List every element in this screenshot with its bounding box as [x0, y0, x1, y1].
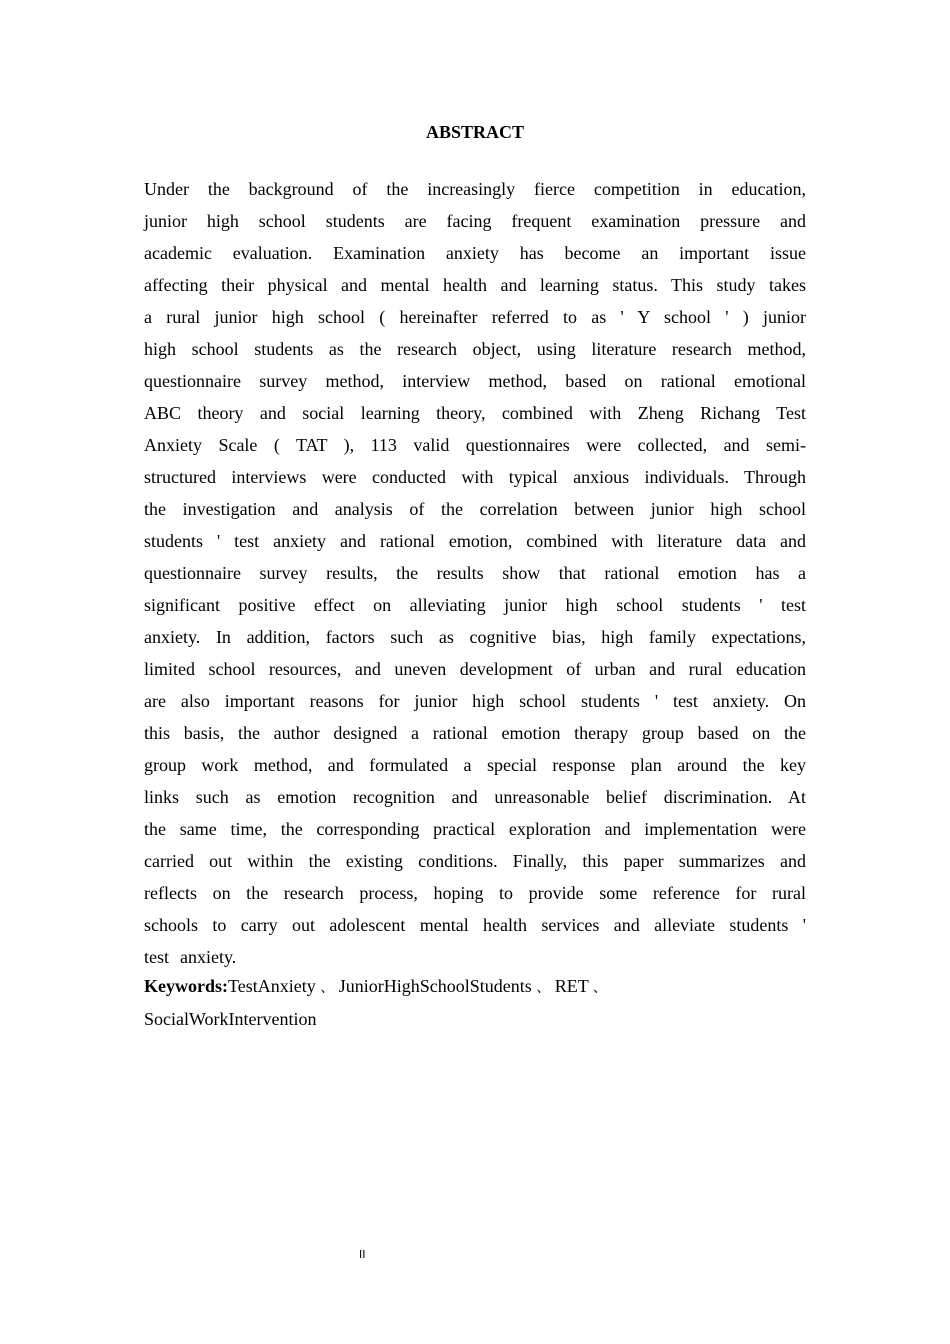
abstract-line: a rural junior high school ( hereinafter referred to as ' Y school ' ) junior — [144, 307, 806, 327]
abstract-line: significant positive effect on alleviating junior high school students ' test — [144, 595, 806, 615]
keywords-line — [144, 971, 806, 1004]
abstract-line: affecting their physical and mental health and learning status. This study takes — [144, 275, 806, 295]
abstract-line: test anxiety. — [144, 947, 237, 967]
abstract-line: carried out within the existing conditions. Finally, this paper summarizes and — [144, 851, 806, 871]
keywords-first-group — [144, 976, 316, 996]
abstract-line: limited school resources, and uneven development of urban and rural education — [144, 659, 806, 679]
abstract-line: structured interviews were conducted with typical anxious individuals. Through — [144, 467, 806, 487]
keywords-line — [144, 1004, 806, 1035]
abstract-line: the same time, the corresponding practical exploration and implementation were — [144, 819, 806, 839]
abstract-line: links such as emotion recognition and unreasonable belief discrimination. At — [144, 787, 806, 807]
abstract-line: academic evaluation. Examination anxiety has become an important issue — [144, 243, 806, 263]
abstract-line: this basis, the author designed a rational emotion therapy group based on the — [144, 723, 806, 743]
abstract-line: are also important reasons for junior high school students ' test anxiety. On — [144, 691, 806, 711]
keyword-separator: 、 — [320, 980, 335, 996]
keywords-section — [144, 971, 806, 1035]
keyword-separator: 、 — [592, 980, 607, 996]
abstract-line: schools to carry out adolescent mental health services and alleviate students ' — [144, 915, 806, 935]
keyword-separator: 、 — [536, 980, 551, 996]
abstract-line: group work method, and formulated a special response plan around the key — [144, 755, 806, 775]
abstract-body — [144, 173, 806, 973]
abstract-line: high school students as the research object, using literature research method, — [144, 339, 806, 359]
keyword-item: SocialWorkIntervention — [144, 1009, 317, 1029]
keywords-label: Keywords: — [144, 976, 228, 996]
abstract-line: junior high school students are facing frequent examination pressure and — [144, 211, 806, 231]
abstract-line: questionnaire survey results, the results show that rational emotion has a — [144, 563, 806, 583]
keyword-item: RET — [554, 976, 589, 996]
abstract-line: the investigation and analysis of the correlation between junior high school — [144, 499, 806, 519]
page-number: II — [359, 1248, 366, 1261]
abstract-line: Anxiety Scale ( TAT ), 113 valid questionnaires were collected, and semi- — [144, 435, 806, 455]
keyword-item: TestAnxiety — [228, 976, 316, 996]
abstract-line: Under the background of the increasingly fierce competition in education, — [144, 179, 806, 199]
abstract-line: ABC theory and social learning theory, combined with Zheng Richang Test — [144, 403, 806, 423]
keyword-item: JuniorHighSchoolStudents — [338, 976, 532, 996]
abstract-line: reflects on the research process, hoping to provide some reference for rural — [144, 883, 806, 903]
abstract-line: students ' test anxiety and rational emotion, combined with literature data and — [144, 531, 806, 551]
abstract-line: questionnaire survey method, interview method, based on rational emotional — [144, 371, 806, 391]
abstract-line: anxiety. In addition, factors such as cognitive bias, high family expectations, — [144, 627, 806, 647]
abstract-title: ABSTRACT — [425, 122, 525, 142]
